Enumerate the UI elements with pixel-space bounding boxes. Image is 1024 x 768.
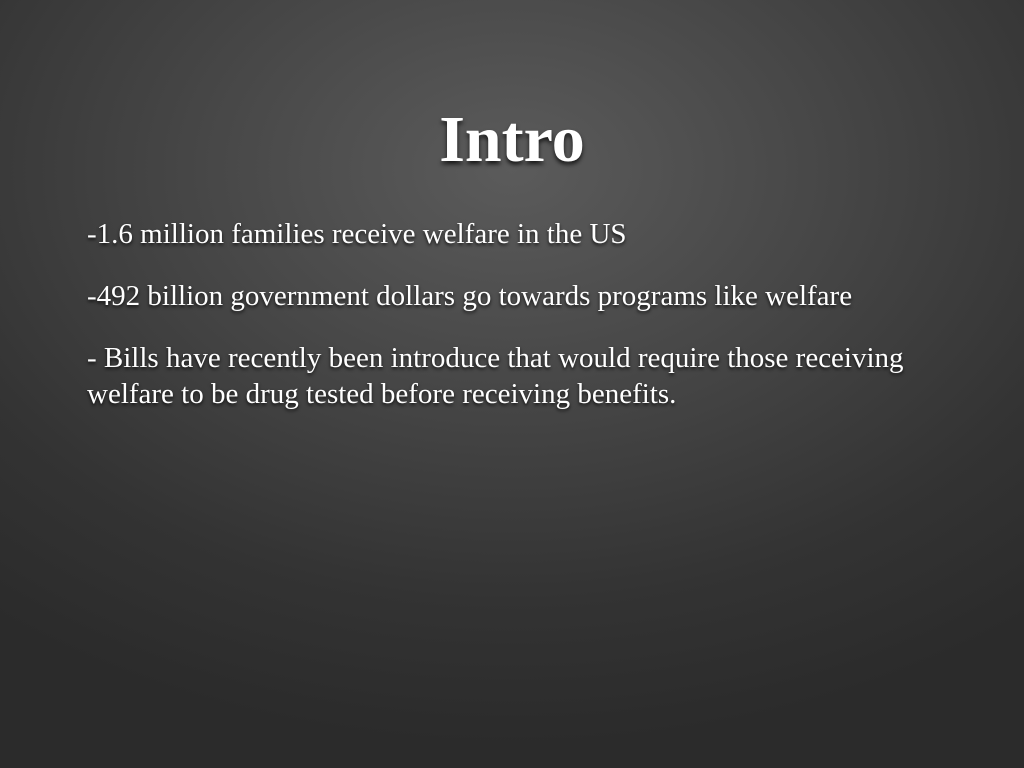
bullet-item-bills: - Bills have recently been introduce that would require those receiving welfare to be drug tested before receiving benefits.	[87, 342, 904, 410]
bullet-list	[87, 216, 907, 438]
bullet-item-dollars: -492 billion government dollars go towards programs like welfare	[87, 280, 853, 312]
bullet-item-families: -1.6 million families receive welfare in the US	[87, 218, 627, 250]
slide-title: Intro	[439, 103, 585, 177]
